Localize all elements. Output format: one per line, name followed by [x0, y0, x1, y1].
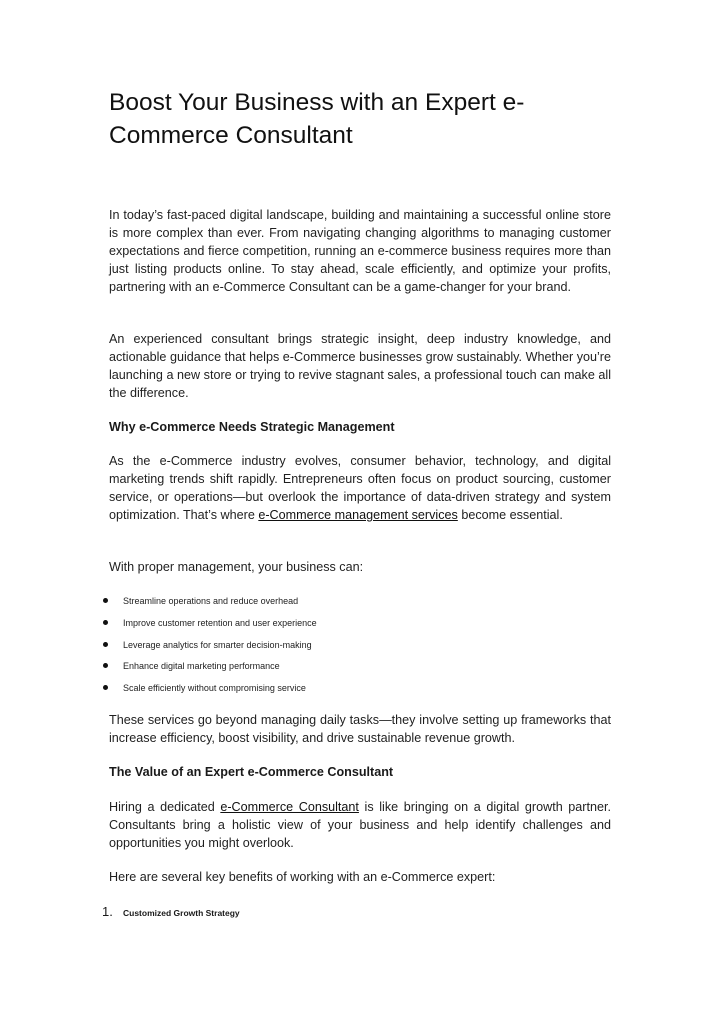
list-item-text: Enhance digital marketing performance — [123, 661, 280, 671]
list-item — [0, 637, 720, 653]
benefits-intro: Here are several key benefits of working with an e-Commerce expert: — [109, 870, 496, 884]
services-paragraph: These services go beyond managing daily tasks—they involve setting up frameworks that increase efficiency, boost visibility, and drive sustainable revenue growth. — [109, 713, 611, 745]
ecommerce-management-services-link[interactable]: e-Commerce management services — [258, 508, 458, 522]
value-paragraph — [109, 798, 611, 852]
intro-paragraph-2: An experienced consultant brings strategic insight, deep industry knowledge, and actionable guidance that helps e-Commerce businesses grow sustainably. Whether you’re launching a new store or trying to revive stagnant sales, a professional touch can make all the difference. — [109, 332, 611, 400]
intro-paragraph-1: In today’s fast-paced digital landscape, building and maintaining a successful online store is more complex than ever. From navigating changing algorithms to managing customer expectations and fierce competition, running an e-commerce business requires more than just listing products online. To stay ahead, scale efficiently, and optimize your profits, partnering with an e-Commerce Consultant can be a game-changer for your brand. — [109, 208, 611, 294]
list-item-text: Leverage analytics for smarter decision-making — [123, 640, 312, 650]
bullet-icon — [103, 620, 108, 625]
list-item — [0, 615, 720, 631]
heading-why-strategic-management: Why e-Commerce Needs Strategic Management — [109, 420, 395, 434]
list-item-text: Improve customer retention and user experience — [123, 618, 317, 628]
list-item — [0, 593, 720, 609]
value-paragraph-text-end: is like bringing on a digital growth partner. Consultants bring a holistic view of your business and help identify challenges and opportunities you might overlook. — [109, 800, 612, 850]
why-paragraph — [109, 452, 611, 524]
bullet-icon — [103, 685, 108, 690]
management-intro: With proper management, your business can: — [109, 560, 364, 574]
list-item — [0, 680, 720, 696]
bullet-icon — [103, 598, 108, 603]
title-line-1: Boost Your Business with an Expert e- — [109, 89, 525, 116]
title-line-2: Commerce Consultant — [109, 122, 353, 149]
list-item — [0, 658, 720, 674]
list-number: 1. — [102, 904, 113, 919]
list-item-text: Scale efficiently without compromising service — [123, 683, 306, 693]
why-paragraph-text-end: become essential. — [457, 508, 563, 522]
bullet-icon — [103, 642, 108, 647]
ecommerce-consultant-link[interactable]: e-Commerce Consultant — [220, 800, 359, 814]
value-paragraph-text: Hiring a dedicated — [109, 800, 221, 814]
list-item-label: Customized Growth Strategy — [123, 908, 240, 918]
page-title — [109, 86, 609, 152]
heading-value-of-consultant: The Value of an Expert e-Commerce Consultant — [109, 765, 394, 779]
list-item-text: Streamline operations and reduce overhead — [123, 596, 299, 606]
why-paragraph-text: As the e-Commerce industry evolves, consumer behavior, technology, and digital marketing trends shift rapidly. Entrepreneurs often focus on product sourcing, customer service, or operations—but overlook the importance of data-driven strategy and system optimization. That’s where — [109, 454, 611, 522]
bullet-icon — [103, 663, 108, 668]
